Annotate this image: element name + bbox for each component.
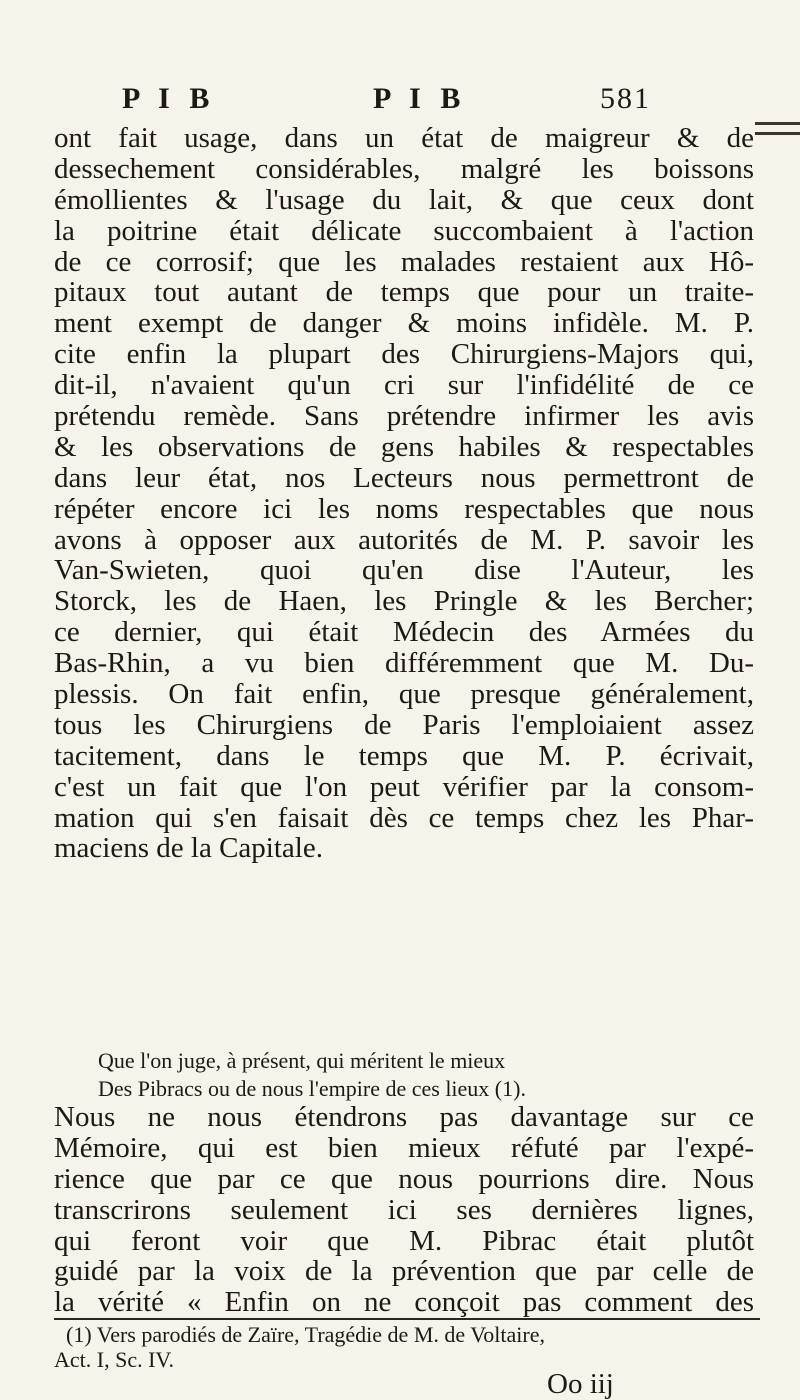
main-paragraph (54, 123, 754, 864)
running-head-left: P I B (122, 82, 216, 115)
text-line: dit-il, n'avaient qu'un cri sur l'infidélité de ce (54, 369, 754, 402)
text-line: Nous ne nous étendrons pas davantage sur ce (54, 1101, 754, 1133)
text-line: guidé par la voix de la prévention que par celle de (54, 1255, 754, 1288)
verse-line: Des Pibracs ou de nous l'empire de ces lieux (1). (98, 1076, 526, 1101)
margin-mark (755, 122, 800, 135)
text-line: Storck, les de Haen, les Pringle & les Bercher; (54, 585, 754, 618)
text-line: prétendu remède. Sans prétendre infirmer les avis (54, 400, 754, 433)
text-line: répéter encore ici les noms respectables que nous (54, 492, 754, 525)
signature-mark: Oo iij (547, 1368, 614, 1400)
text-line: mation qui s'en faisait dès ce temps chez les Phar- (54, 801, 754, 834)
text-line: ont fait usage, dans un état de maigreur & de (54, 122, 754, 154)
second-paragraph (54, 1102, 754, 1318)
text-line: avons à opposer aux autorités de M. P. savoir les (54, 523, 754, 556)
running-head (0, 82, 800, 122)
text-line: Van-Swieten, quoi qu'en dise l'Auteur, les (54, 554, 754, 587)
text-line: pitaux tout autant de temps que pour un traite- (54, 276, 754, 309)
footnote-line: Act. I, Sc. IV. (54, 1347, 174, 1372)
text-line: de ce corrosif; que les malades restaient aux Hô- (54, 245, 754, 278)
text-line: rience que par ce que nous pourrions dire. Nous (54, 1162, 754, 1195)
text-line: Mémoire, qui est bien mieux réfuté par l'expé- (54, 1131, 754, 1164)
text-line: cite enfin la plupart des Chirurgiens-Majors qui, (54, 338, 754, 371)
running-head-center: P I B (373, 82, 467, 115)
verse-quotation (98, 1047, 798, 1103)
text-line: dans leur état, nos Lecteurs nous permettront de (54, 461, 754, 494)
page-number: 581 (600, 82, 651, 115)
text-line: maciens de la Capitale. (54, 832, 323, 865)
text-line: plessis. On fait enfin, que presque généralement, (54, 678, 754, 711)
text-line: la poitrine était délicate succombaient à l'action (54, 214, 754, 247)
footnote (54, 1322, 766, 1372)
footnote-rule (54, 1318, 760, 1320)
text-line: ment exempt de danger & moins infidèle. M. P. (54, 307, 754, 340)
text-line: la vérité « Enfin on ne conçoit pas comment des (54, 1286, 754, 1319)
text-line: Bas-Rhin, a vu bien différemment que M. Du- (54, 647, 754, 680)
text-line: émollientes & l'usage du lait, & que ceux dont (54, 183, 754, 216)
text-line: tous les Chirurgiens de Paris l'emploiaient assez (54, 708, 754, 741)
verse-line: Que l'on juge, à présent, qui méritent le mieux (98, 1048, 506, 1073)
text-line: c'est un fait que l'on peut vérifier par la consom- (54, 770, 754, 803)
text-line: qui feront voir que M. Pibrac était plutôt (54, 1224, 754, 1257)
footnote-line: (1) Vers parodiés de Zaïre, Tragédie de M. de Voltaire, (66, 1322, 545, 1347)
text-line: tacitement, dans le temps que M. P. écrivait, (54, 739, 754, 772)
text-line: ce dernier, qui était Médecin des Armées du (54, 616, 754, 649)
text-line: & les observations de gens habiles & respectables (54, 430, 754, 463)
text-line: transcrirons seulement ici ses dernières lignes, (54, 1193, 754, 1226)
text-line: dessechement considérables, malgré les boissons (54, 152, 754, 185)
